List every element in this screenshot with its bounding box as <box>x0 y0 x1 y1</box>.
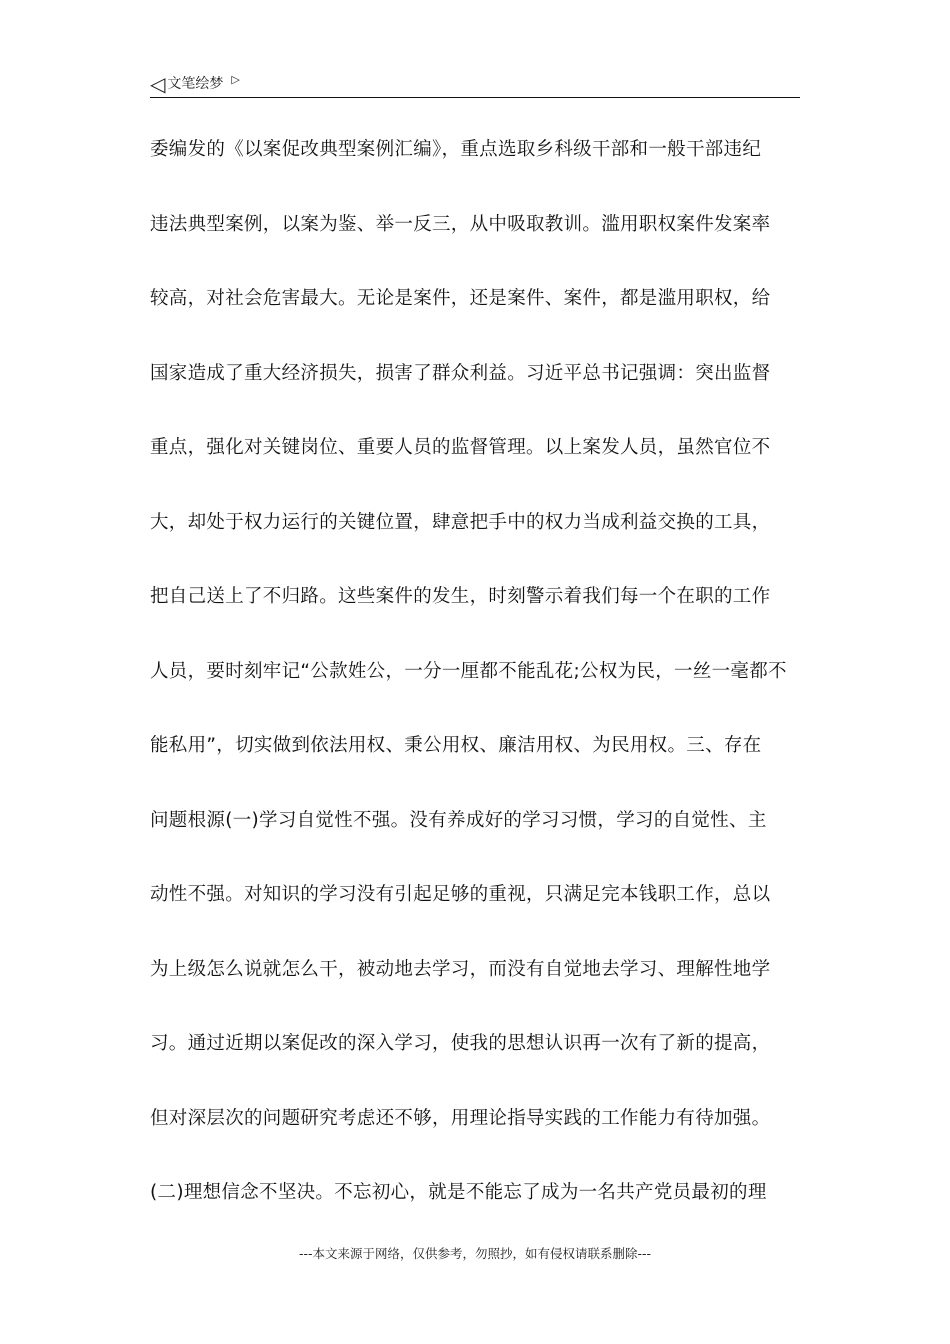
page-footer: ---本文来源于网络，仅供参考，勿照抄，如有侵权请联系删除--- <box>298 1246 652 1261</box>
triangle-right-icon: ▷ <box>231 73 240 86</box>
text-line: 重点，强化对关键岗位、重要人员的监督管理。以上案发人员，虽然官位不 <box>150 437 771 458</box>
text-line: 把自己送上了不归路。这些案件的发生，时刻警示着我们每一个在职的工作 <box>150 586 771 607</box>
text-line: (二)理想信念不坚决。不忘初心，就是不能忘了成为一名共产党员最初的理 <box>150 1182 767 1203</box>
text-line: 但对深层次的问题研究考虑还不够，用理论指导实践的工作能力有待加强。 <box>150 1107 771 1129</box>
text-line: 习。通过近期以案促改的深入学习，使我的思想认识再一次有了新的提高， <box>150 1033 771 1054</box>
text-line: 动性不强。对知识的学习没有引起足够的重视，只满足完本钱职工作，总以 <box>150 884 771 905</box>
text-line: 人员，要时刻牢记“公款姓公，一分一厘都不能乱花;公权为民，一丝一毫都不 <box>150 660 787 682</box>
triangle-left-icon: ◁ <box>150 72 166 96</box>
header-divider <box>150 97 800 98</box>
text-line: 国家造成了重大经济损失，损害了群众利益。习近平总书记强调：突出监督 <box>150 362 771 384</box>
text-line: 委编发的《以案促改典型案例汇编》，重点选取乡科级干部和一般干部违纪 <box>150 139 762 160</box>
text-line: 为上级怎么说就怎么干，被动地去学习，而没有自觉地去学习、理解性地学 <box>150 958 771 980</box>
page-header <box>150 72 800 96</box>
text-line: 大，却处于权力运行的关键位置，肆意把手中的权力当成利益交换的工具， <box>150 511 771 533</box>
header-title: 文笔绘梦 <box>167 76 224 92</box>
document-body <box>150 131 800 1249</box>
text-line: 能私用”，切实做到依法用权、秉公用权、廉洁用权、为民用权。三、存在 <box>150 735 762 756</box>
text-line: 违法典型案例，以案为鉴、举一反三，从中吸取教训。滥用职权案件发案率 <box>150 213 771 235</box>
text-line: 较高，对社会危害最大。无论是案件，还是案件、案件，都是滥用职权，给 <box>150 288 771 309</box>
text-line: 问题根源(一)学习自觉性不强。没有养成好的学习习惯，学习的自觉性、主 <box>150 809 767 831</box>
